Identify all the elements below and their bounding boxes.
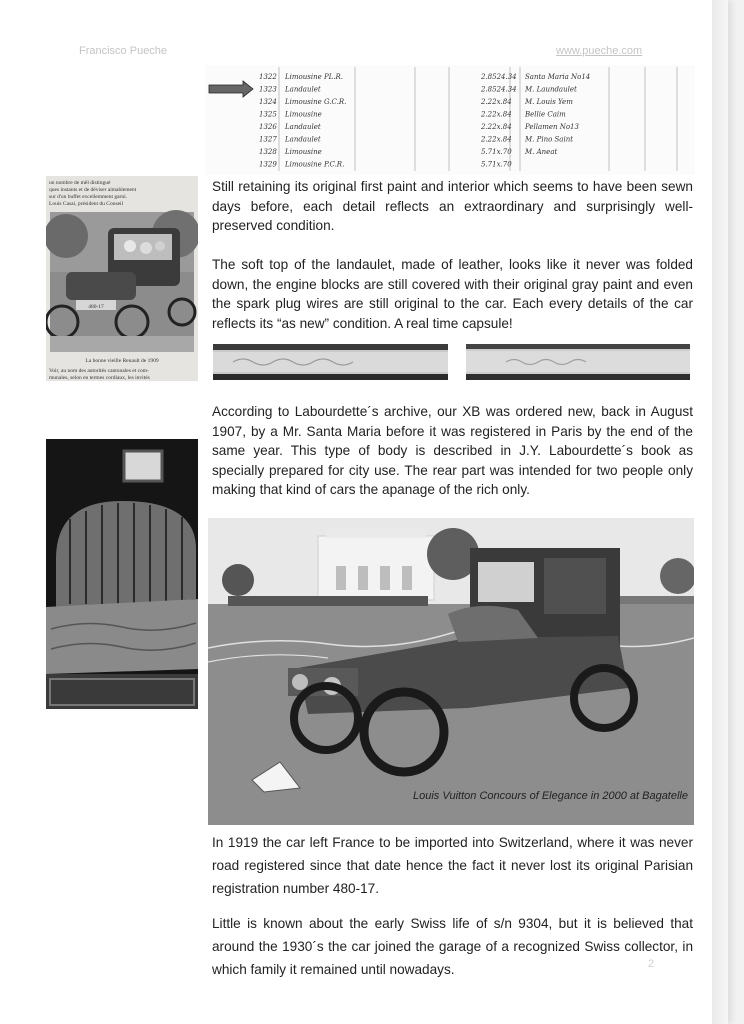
ledger-cell-num: 1323 bbox=[259, 85, 277, 94]
ledger-cell-body: Limousine PL.R. bbox=[285, 73, 344, 81]
ledger-cell-client: Santa Maria No14 bbox=[525, 73, 591, 81]
ledger-cell-client: Pellamen No13 bbox=[525, 123, 579, 131]
ledger-cell-body: Landaulet bbox=[285, 85, 321, 94]
ledger-cell-body: Limousine bbox=[285, 148, 322, 156]
clipping-line: ques instants et de déviser aimablement bbox=[49, 187, 137, 193]
header-website-link[interactable]: www.pueche.com bbox=[556, 45, 643, 57]
ledger-cell-num: 1327 bbox=[259, 135, 277, 144]
header-author: Francisco Pueche bbox=[79, 45, 168, 57]
ledger-cell-chassis: 2.22x.84 bbox=[481, 98, 512, 106]
ledger-cell-body: Limousine P.C.R. bbox=[285, 160, 345, 169]
ledger-cell-num: 1322 bbox=[259, 73, 277, 81]
page-number: 2 bbox=[648, 958, 655, 970]
leather-seat-photo bbox=[46, 439, 198, 709]
ledger-cell-client: M. Pino Saint bbox=[525, 135, 574, 144]
clipping-caption: La bonne vieille Renault de 1909 bbox=[85, 358, 159, 364]
clipping-svg bbox=[46, 176, 198, 381]
ledger-cell-body: Limousine bbox=[285, 110, 322, 119]
clipping-line: Louis Casai, président du Conseil bbox=[49, 201, 124, 207]
ledger-cell-client: Bellie Caim bbox=[525, 110, 566, 119]
ledger-cell-chassis: 2.8524.34 bbox=[481, 85, 517, 94]
car-photo-caption: Louis Vuitton Concours of Elegance in 2000 at Bagatelle bbox=[413, 790, 688, 802]
ledger-svg bbox=[205, 65, 695, 175]
ledger-cell-body: Landaulet bbox=[285, 135, 321, 144]
car-bagatelle-photo bbox=[208, 518, 694, 825]
clipping-plate: 480-17 bbox=[88, 304, 104, 310]
clipping-line: sur d'un buffet excellemment garni. bbox=[49, 194, 128, 200]
ledger-cell-num: 1324 bbox=[259, 98, 277, 106]
ledger-cell-body: Landaulet bbox=[285, 123, 321, 131]
paragraph-soft-top: The soft top of the landaulet, made of leather, looks like it never was folded down, the engine blocks are still covered with their original gray paint and even the spark plug wires are still original to the car. Each every details of the car reflects its “as new” condition. A real time capsule! bbox=[212, 257, 693, 331]
ledger-cell-num: 1329 bbox=[259, 160, 277, 169]
clipping-line: un nombre de mêl distingué bbox=[49, 180, 111, 186]
ledger-cell-chassis: 5.71x.70 bbox=[481, 148, 512, 156]
ledger-cell-body: Limousine G.C.R. bbox=[285, 98, 347, 106]
ledger-cell-num: 1328 bbox=[259, 148, 277, 156]
ledger-cell-chassis: 2.8524.34 bbox=[481, 73, 517, 81]
paragraph-labourdette-archive: According to Labourdette´s archive, our XB was ordered new, back in August 1907, by a Mr. Santa Maria before it was registered in Paris by the end of the same year. This type of body is described in J.Y. Labourdette´s book as specially prepared for city use. The rear part was intended for two people only making that kind of cars the apanage of the rich only. bbox=[212, 404, 693, 497]
ledger-cell-client: M. Louis Yem bbox=[525, 98, 573, 106]
ledger-cell-chassis: 5.71x.70 bbox=[481, 160, 512, 169]
clipping-line: munales, selon en termes cordiaux, les invités bbox=[49, 375, 150, 381]
ledger-cell-client: M. Aneat bbox=[525, 148, 558, 156]
paragraph-swiss-collector: Little is known about the early Swiss life of s/n 9304, but it is believed that around the 1930´s the car joined the garage of a recognized Swiss collector, in which family it remained until nowadays. bbox=[212, 916, 693, 977]
paragraph-original-condition: Still retaining its original first paint and interior which seems to have been sewn days before, each detail reflects an extraordinary and surprisingly well-preserved condition. bbox=[212, 179, 693, 233]
ledger-cell-num: 1326 bbox=[259, 123, 277, 131]
ledger-cell-chassis: 2.22x.84 bbox=[481, 110, 512, 119]
newspaper-clipping bbox=[46, 176, 198, 381]
ledger-cell-chassis: 2.22x.84 bbox=[481, 123, 512, 131]
ledger-cell-chassis: 2.22x.84 bbox=[481, 135, 512, 144]
clipping-line: Voir, au nom des autorités cantonales et com- bbox=[49, 368, 149, 374]
archive-ledger-scan bbox=[205, 65, 695, 175]
paragraph-switzerland-import: In 1919 the car left France to be imported into Switzerland, where it was never road registered since that date hence the fact it never lost its original Parisian registration number 480-17. bbox=[212, 835, 693, 896]
page-edge bbox=[712, 0, 728, 1024]
engraved-plate-photo-left bbox=[213, 344, 448, 380]
engraved-plate-photo-right bbox=[466, 344, 690, 380]
ledger-cell-client: M. Laundaulet bbox=[525, 85, 577, 94]
ledger-cell-num: 1325 bbox=[259, 110, 277, 119]
